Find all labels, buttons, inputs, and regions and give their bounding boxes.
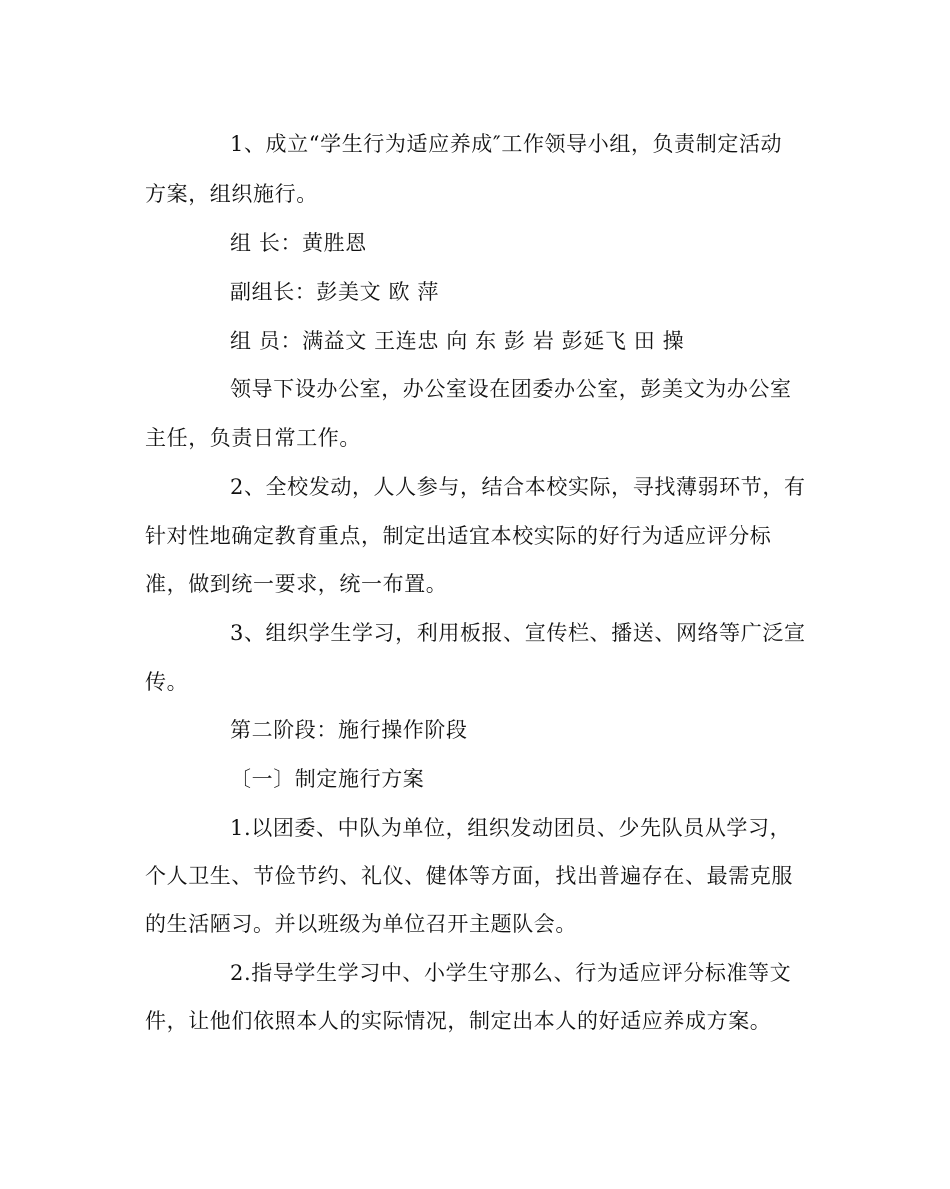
office-para-line-1: 领导下设办公室，办公室设在团委办公室，彭美文为办公室 <box>230 377 792 401</box>
para-3-line-1: 3、组织学生学习，利用板报、宣传栏、播送、网络等广泛宣 <box>230 621 806 645</box>
stage-two-heading: 第二阶段：施行操作阶段 <box>230 718 468 742</box>
item-1-line-3: 的生活陋习。并以班级为单位召开主题队会。 <box>145 912 577 936</box>
para-2-line-3: 准，做到统一要求，统一布置。 <box>145 572 448 596</box>
para-1-line-2: 方案，组织施行。 <box>145 182 318 206</box>
leader-line: 组 长：黄胜恩 <box>230 231 367 255</box>
section-one-heading: 〔一〕制定施行方案 <box>230 767 425 791</box>
item-1-line-2: 个人卫生、节俭节约、礼仪、健体等方面，找出普遍存在、最需克服 <box>145 864 793 888</box>
para-2-line-1: 2、全校发动，人人参与，结合本校实际，寻找薄弱环节，有 <box>230 475 806 499</box>
para-2-line-2: 针对性地确定教育重点，制定出适宜本校实际的好行为适应评分标 <box>145 524 772 548</box>
item-2-line-2: 件，让他们依照本人的实际情况，制定出本人的好适应养成方案。 <box>145 1009 772 1033</box>
para-1-line-1: 1、成立“学生行为适应养成″工作领导小组，负责制定活动 <box>230 132 783 156</box>
office-para-line-2: 主任，负责日常工作。 <box>145 426 361 450</box>
item-2-line-1: 2.指导学生学习中、小学生守那么、行为适应评分标准等文 <box>230 961 792 985</box>
members-line: 组 员：满益文 王连忠 向 东 彭 岩 彭延飞 田 操 <box>230 329 685 353</box>
item-1-line-1: 1.以团委、中队为单位，组织发动团员、少先队员从学习， <box>230 816 792 840</box>
para-3-line-2: 传。 <box>145 670 189 694</box>
deputy-leader-line: 副组长：彭美文 欧 萍 <box>230 280 439 304</box>
